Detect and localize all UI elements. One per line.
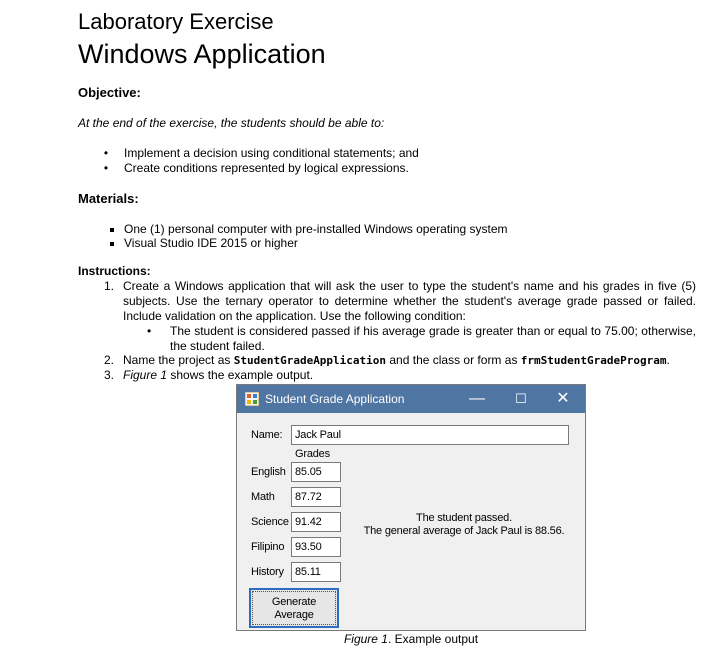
project-name: StudentGradeApplication [233, 354, 387, 367]
close-button[interactable]: ✕ [556, 390, 570, 407]
objective-heading: Objective: [78, 85, 141, 100]
student-grade-window [236, 384, 586, 631]
generate-average-button[interactable] [249, 588, 339, 628]
name-input[interactable]: Jack Paul [291, 425, 569, 445]
bullet-icon: • [103, 146, 109, 160]
english-label: English [251, 466, 286, 478]
math-label: Math [251, 491, 275, 503]
step-1-condition: The student is considered passed if his average grade is greater than or equal to 75.00; otherwise, the student failed. [170, 324, 696, 353]
document-title: Windows Application [78, 39, 326, 69]
square-bullet-icon [110, 228, 114, 232]
square-bullet-icon [110, 242, 114, 246]
name-label: Name: [251, 429, 283, 441]
minimize-button[interactable]: — [469, 390, 485, 407]
document-subtitle: Laboratory Exercise [78, 9, 274, 34]
bullet-icon: • [103, 161, 109, 175]
step-number: 2. [103, 353, 114, 367]
form-name: frmStudentGradeProgram [520, 354, 667, 367]
filipino-label: Filipino [251, 541, 285, 553]
bullet-icon: • [147, 324, 152, 338]
objective-intro: At the end of the exercise, the students should be able to: [78, 116, 385, 130]
science-grade-input[interactable]: 91.42 [291, 512, 341, 532]
maximize-button[interactable]: ☐ [515, 391, 527, 406]
step-2-text: Name the project as StudentGradeApplication and the class or form as frmStudentGradeProgram. [123, 353, 670, 367]
english-grade-input[interactable]: 85.05 [291, 462, 341, 482]
figure-caption: Figure 1. Example output [343, 632, 479, 646]
history-label: History [251, 566, 284, 578]
materials-heading: Materials: [78, 191, 139, 206]
instructions-heading: Instructions: [78, 264, 151, 278]
step-number: 1. [103, 279, 114, 293]
grades-label: Grades [295, 448, 330, 460]
step-3-text: Figure 1 shows the example output. [123, 368, 314, 382]
science-label: Science [251, 516, 289, 528]
window-title: Student Grade Application [265, 392, 405, 406]
step-1-text: Create a Windows application that will ask the user to type the student's name and his grades in five (5) subjects. Use the ternary operator to determine whether the student's average grade passed or failed. Include validation on the application. Use the following condition: [123, 279, 696, 323]
result-status: The student passed. [416, 512, 512, 524]
window-titlebar[interactable] [237, 385, 585, 413]
step-number: 3. [103, 368, 114, 382]
filipino-grade-input[interactable]: 93.50 [291, 537, 341, 557]
app-icon [245, 392, 259, 406]
result-average: The general average of Jack Paul is 88.56. [363, 525, 565, 537]
math-grade-input[interactable]: 87.72 [291, 487, 341, 507]
history-grade-input[interactable]: 85.11 [291, 562, 341, 582]
generate-average-label: Generate Average [271, 596, 317, 621]
